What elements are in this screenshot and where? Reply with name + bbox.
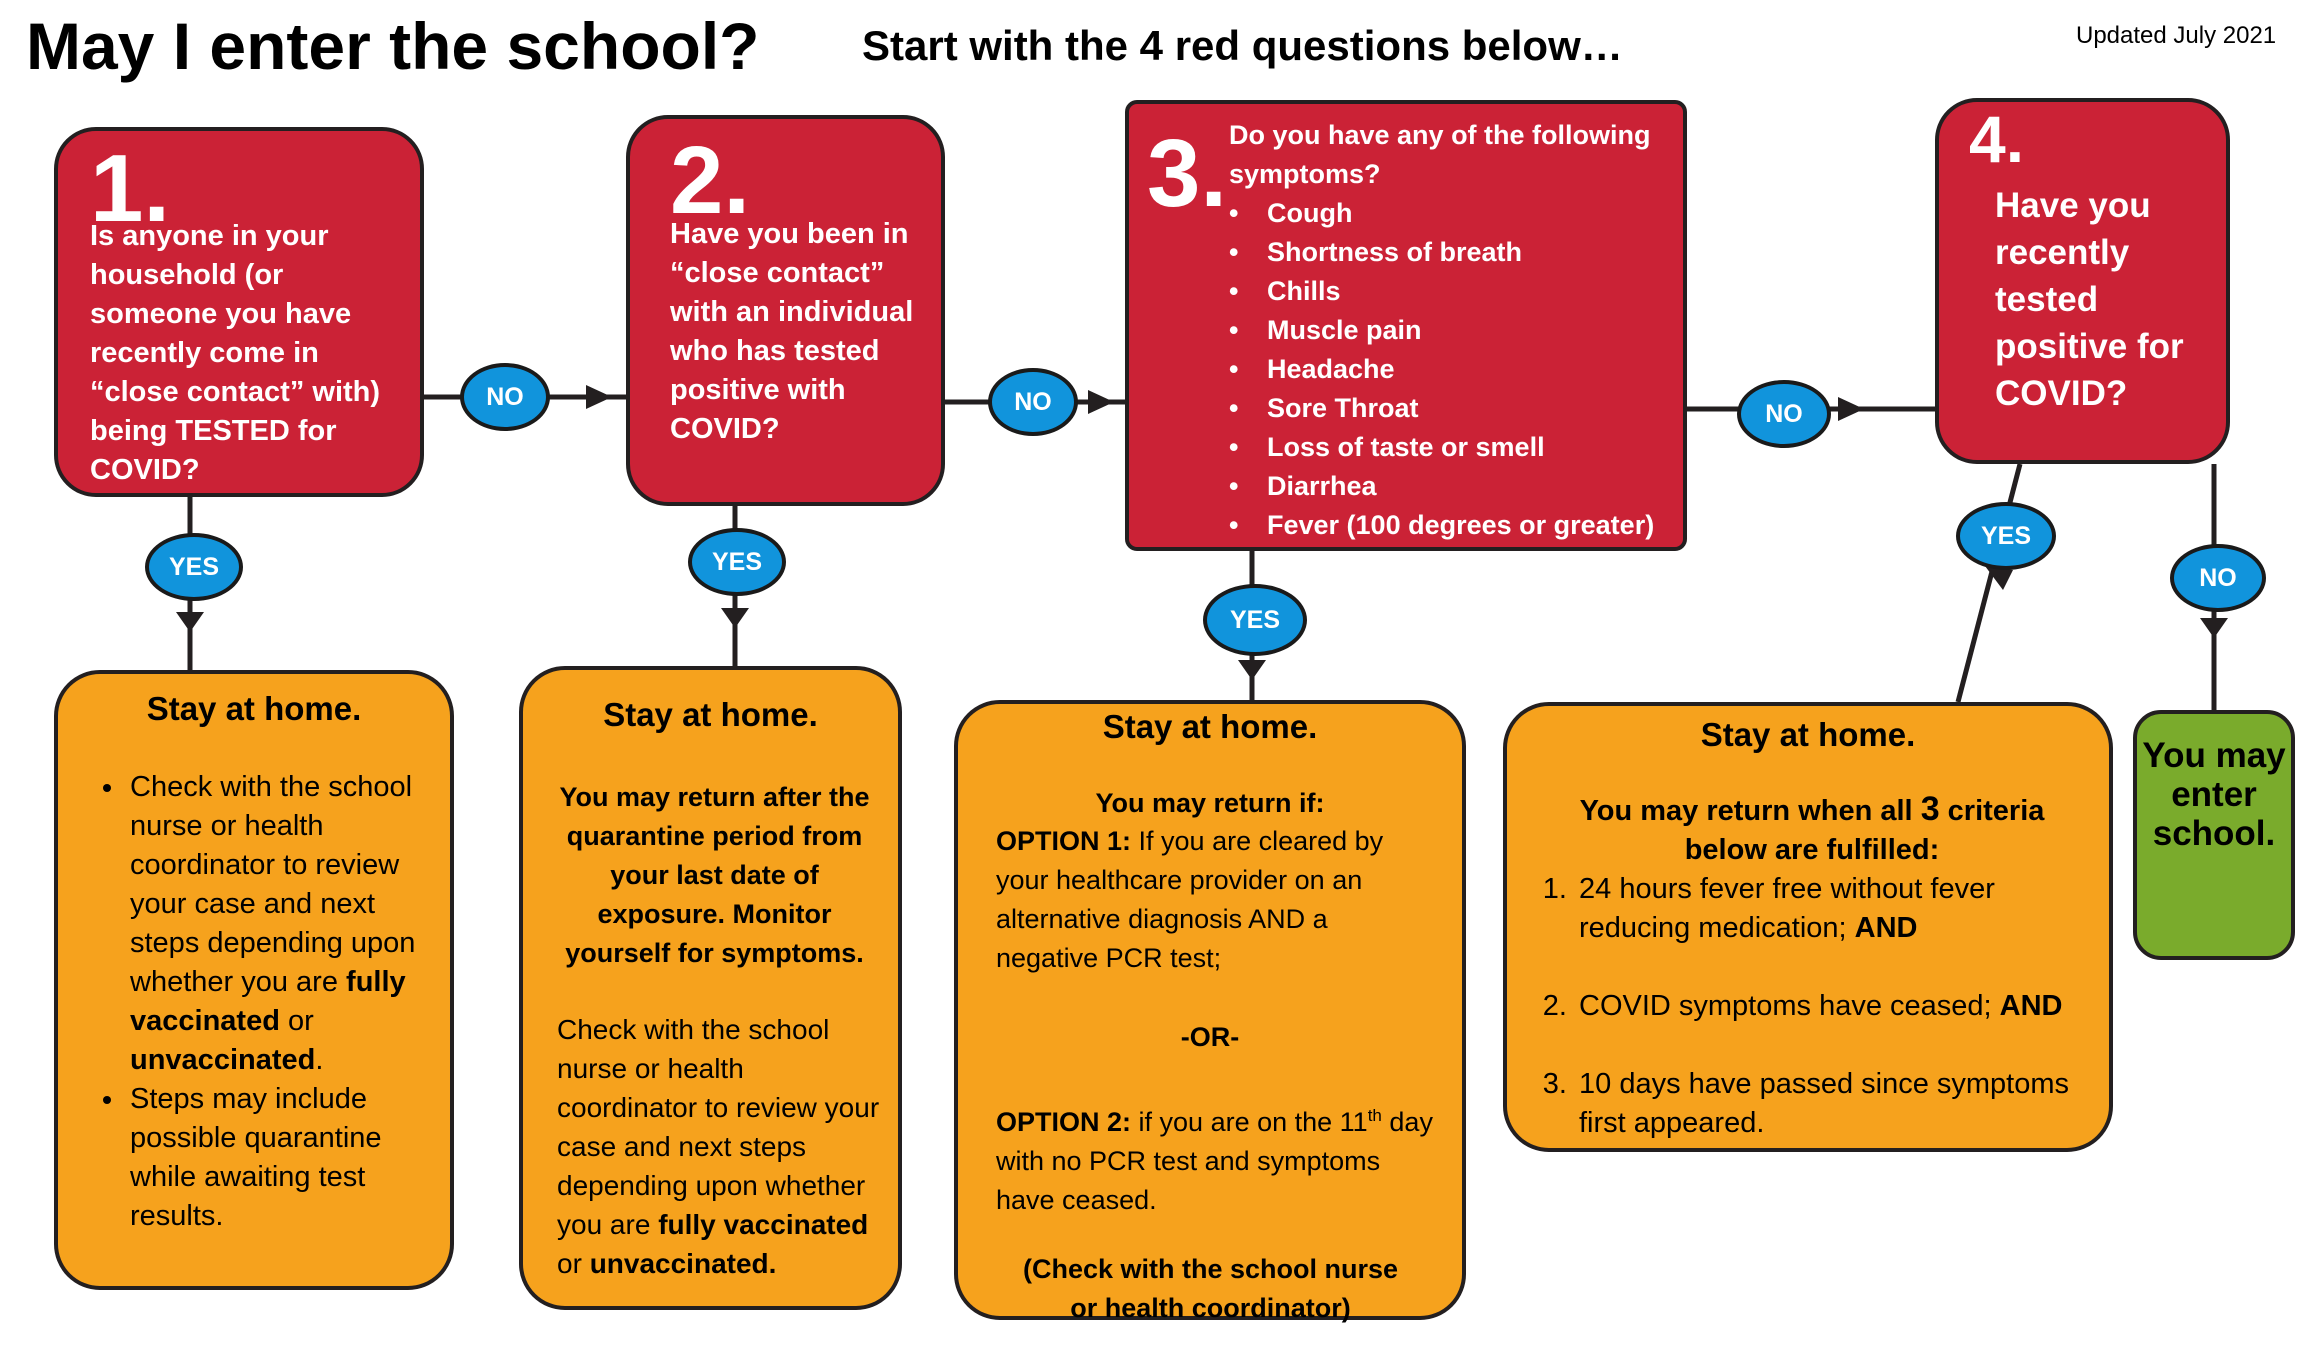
option-2-text-pre: if you are on the 11	[1138, 1107, 1368, 1137]
and-text: AND	[1854, 912, 1918, 944]
symptom-list	[1229, 194, 1654, 545]
yes-pill-1: YES	[145, 533, 243, 601]
intro-mid: criteria	[1947, 795, 2045, 827]
symptom-item: • Fever (100 degrees or greater)	[1229, 506, 1654, 545]
symptom-item: • Chills	[1229, 272, 1654, 311]
criteria-item-2	[1575, 987, 2097, 1026]
criteria-item-3: 3. 10 days have passed since symptoms first appeared.	[1575, 1065, 2097, 1143]
question-4-box	[1935, 98, 2230, 464]
period-text: .	[315, 1044, 324, 1076]
or-text: or	[557, 1248, 582, 1279]
outcome-1-bullet-1-text: Check with the school nurse or health coordinator to review your case and next steps depending upon whether you are	[130, 771, 416, 998]
question-2-number: 2.	[670, 127, 751, 234]
page-title: May I enter the school?	[26, 9, 760, 83]
option-1-text: If you are cleared by your healthcare provider on an alternative diagnosis AND a negative PCR test;	[996, 826, 1384, 973]
yes-pill-4: YES	[1956, 502, 2056, 570]
outcome-1-bullet-1	[126, 768, 440, 1080]
arrowhead-enter	[2200, 618, 2228, 638]
symptom-item: • Shortness of breath	[1229, 233, 1654, 272]
fully-vaccinated-text: fully vaccinated	[130, 966, 406, 1037]
outcome-3-or: -OR-	[1180, 1022, 1240, 1052]
question-1-box	[54, 127, 424, 497]
option-2-label: OPTION 2:	[996, 1107, 1132, 1137]
arrowhead-out2	[721, 608, 749, 628]
connector-q4-out4	[1958, 464, 2020, 702]
question-3-text: Do you have any of the following symptoms?	[1229, 120, 1651, 189]
question-3-box	[1125, 100, 1687, 551]
symptom-item: • Cough	[1229, 194, 1654, 233]
symptom-item: • Muscle pain	[1229, 311, 1654, 350]
symptom-item: • Diarrhea	[1229, 467, 1654, 506]
outcome-1-text	[90, 768, 440, 1236]
option-1-label: OPTION 1:	[996, 826, 1132, 856]
criteria-1-text: 24 hours fever free without fever reducing medication;	[1579, 873, 1995, 944]
yes-pill-3: YES	[1203, 584, 1307, 656]
outcome-3-intro: You may return if:	[1095, 788, 1325, 818]
criteria-list	[1537, 870, 2097, 1143]
outcome-4-intro	[1547, 790, 2077, 870]
and-text: AND	[1999, 990, 2063, 1022]
unvaccinated-text: unvaccinated	[130, 1044, 316, 1076]
outcome-4-criteria	[1537, 870, 2097, 1143]
fully-vaccinated-text: fully vaccinated	[658, 1209, 869, 1240]
question-1-number: 1.	[90, 135, 171, 242]
outcome-3-box	[954, 700, 1466, 1323]
no-pill-2: NO	[988, 368, 1078, 436]
outcome-3-note: (Check with the school nurse or health coordinator)	[1022, 1254, 1399, 1323]
symptom-item: • Sore Throat	[1229, 389, 1654, 428]
arrowhead-q1-q2	[586, 385, 612, 409]
enter-school-box: You may enter school.	[2133, 710, 2295, 960]
arrowhead-q2-q3	[1088, 390, 1114, 414]
no-pill-4: NO	[2170, 544, 2266, 612]
or-text: or	[287, 1005, 314, 1037]
symptom-item: • Loss of taste or smell	[1229, 428, 1654, 467]
no-pill-3: NO	[1737, 380, 1831, 448]
symptom-item: • Headache	[1229, 350, 1654, 389]
outcome-2-return-text: You may return after the quarantine period from your last date of exposure. Monitor yourself for symptoms.	[559, 782, 870, 968]
outcome-1-bullet-2: • Steps may include possible quarantine while awaiting test results.	[126, 1080, 440, 1236]
outcome-4-box	[1503, 702, 2113, 1152]
intro-pre: You may return when all	[1579, 795, 1913, 827]
outcome-1-list	[90, 768, 440, 1236]
question-2-box	[626, 115, 945, 506]
arrowhead-q3-q4	[1838, 397, 1864, 421]
intro-number: 3	[1920, 790, 1940, 828]
outcome-2-check-pre: Check with the school nurse or health coordinator to review your case and next steps depending upon whether you are	[557, 1014, 880, 1240]
question-3-number: 3.	[1147, 120, 1228, 227]
outcome-1-heading: Stay at home.	[146, 690, 362, 727]
question-4-number: 4.	[1969, 102, 2025, 176]
outcome-3-heading: Stay at home.	[1102, 708, 1318, 745]
outcome-4-heading: Stay at home.	[1700, 716, 1916, 753]
updated-date: Updated July 2021	[2076, 22, 2277, 49]
arrowhead-out3	[1238, 660, 1266, 680]
arrowhead-out1	[176, 612, 204, 632]
option-2-text-post: day with no PCR test and symptoms have ceased.	[996, 1107, 1433, 1215]
question-1-text: Is anyone in your household (or someone you have recently come in “close contact” with) being TESTED for COVID?	[90, 220, 381, 486]
unvaccinated-text: unvaccinated.	[589, 1248, 777, 1279]
question-2-text: Have you been in “close contact” with an individual who has tested positive with COVID?	[670, 218, 914, 445]
outcome-2-heading: Stay at home.	[603, 696, 818, 733]
criteria-item-1	[1575, 870, 2097, 948]
yes-pill-2: YES	[688, 528, 786, 596]
no-pill-1: NO	[460, 363, 550, 431]
outcome-3-option-2	[996, 1096, 1436, 1220]
outcome-1-box	[54, 670, 454, 1290]
question-4-text: Have you recently tested positive for COVID?	[1995, 186, 2184, 413]
page-subtitle: Start with the 4 red questions below…	[862, 22, 1623, 69]
option-2-superscript: th	[1367, 1106, 1382, 1125]
outcome-2-box	[519, 666, 902, 1310]
intro-post: below are fulfilled:	[1684, 834, 1940, 866]
outcome-2-check-text	[557, 1010, 887, 1283]
outcome-3-option-1	[996, 822, 1436, 978]
criteria-2-text: COVID symptoms have ceased;	[1579, 990, 1992, 1022]
